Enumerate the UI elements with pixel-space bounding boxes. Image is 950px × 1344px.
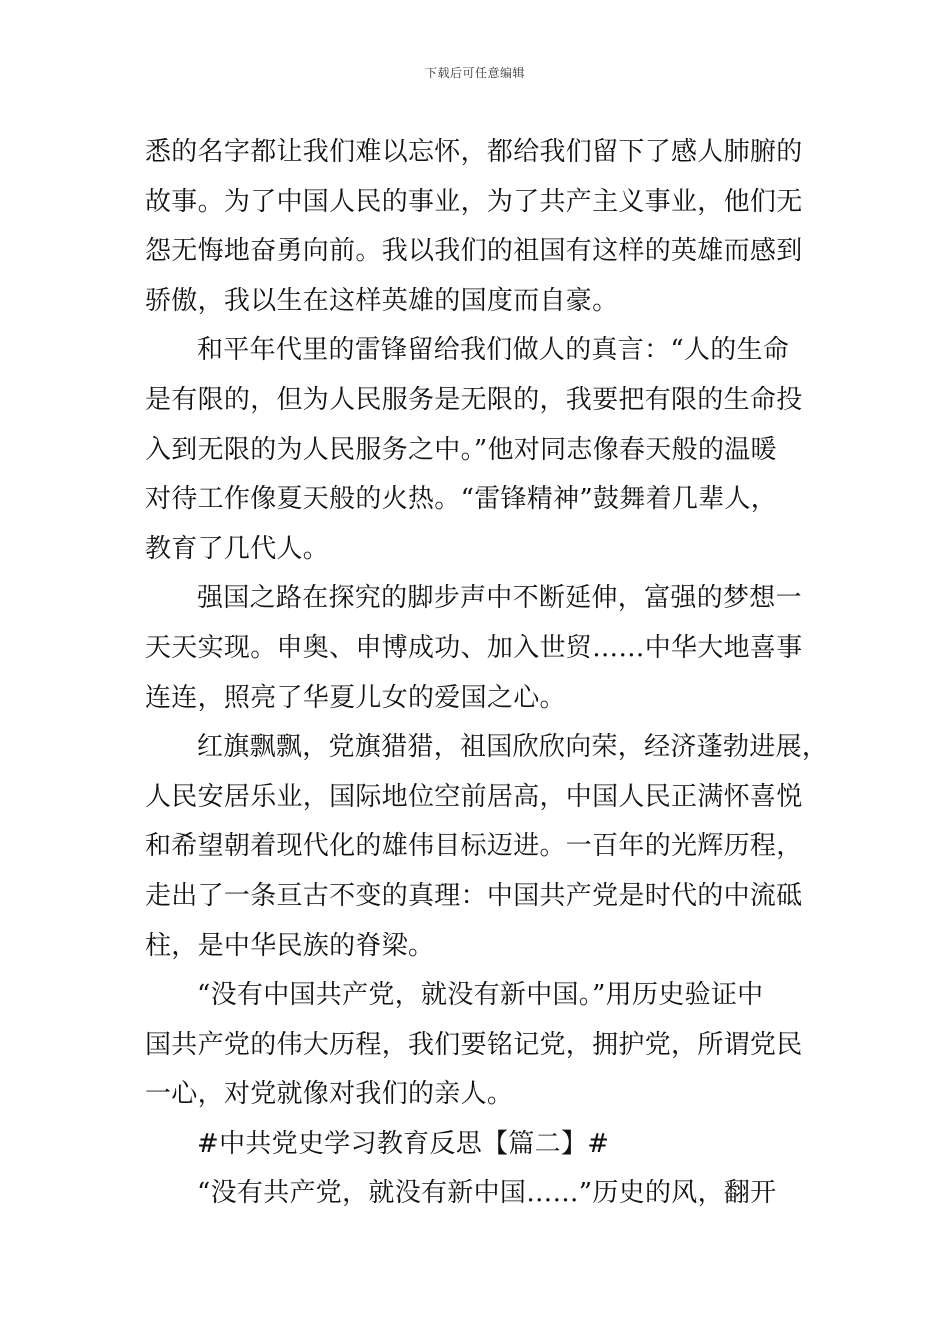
text-line: 对待工作像夏天般的火热。“雷锋精神”鼓舞着几辈人， xyxy=(145,484,778,515)
text-line: 故事。为了中国人民的事业，为了共产主义事业，他们无 xyxy=(145,186,803,217)
text-line: 是有限的，但为人民服务是无限的，我要把有限的生命投 xyxy=(145,384,803,415)
text-line: 连连，照亮了华夏儿女的爱国之心。 xyxy=(145,682,566,713)
text-line: 人民安居乐业，国际地位空前居高，中国人民正满怀喜悦 xyxy=(145,781,803,812)
text-line: 和希望朝着现代化的雄伟目标迈进。一百年的光辉历程， xyxy=(145,831,803,862)
document-body xyxy=(145,128,829,1219)
text-line: 天天实现。申奥、申博成功、加入世贸……中华大地喜事 xyxy=(145,632,803,663)
text-line: 入到无限的为人民服务之中。”他对同志像春天般的温暖 xyxy=(145,434,777,465)
section-heading: #中共党史学习教育反思【篇二】# xyxy=(197,1128,610,1159)
text-line: 走出了一条亘古不变的真理：中国共产党是时代的中流砥 xyxy=(145,880,803,911)
text-line: 骄傲，我以生在这样英雄的国度而自豪。 xyxy=(145,285,619,316)
page-header-note: 下载后可任意编辑 xyxy=(424,66,525,80)
paragraph-start-line: 红旗飘飘，党旗猎猎，祖国欣欣向荣，经济蓬勃进展， xyxy=(197,732,829,763)
text-line: 怨无悔地奋勇向前。我以我们的祖国有这样的英雄而感到 xyxy=(145,236,803,267)
text-line: 悉的名字都让我们难以忘怀，都给我们留下了感人肺腑的 xyxy=(145,137,803,167)
paragraph-start-line: “没有中国共产党，就没有新中国。”用历史验证中 xyxy=(197,980,764,1011)
text-line: 一心，对党就像对我们的亲人。 xyxy=(145,1079,514,1110)
paragraph-start-line: 和平年代里的雷锋留给我们做人的真言：“人的生命 xyxy=(197,335,790,366)
text-line: 教育了几代人。 xyxy=(145,533,330,564)
text-line: 柱，是中华民族的脊梁。 xyxy=(145,930,435,961)
paragraph-start-line: “没有共产党，就没有新中国……”历史的风，翻开 xyxy=(197,1178,777,1209)
text-line: 国共产党的伟大历程，我们要铭记党，拥护党，所谓党民 xyxy=(145,1029,803,1060)
paragraph-start-line: 强国之路在探究的脚步声中不断延伸，富强的梦想一 xyxy=(197,583,802,614)
